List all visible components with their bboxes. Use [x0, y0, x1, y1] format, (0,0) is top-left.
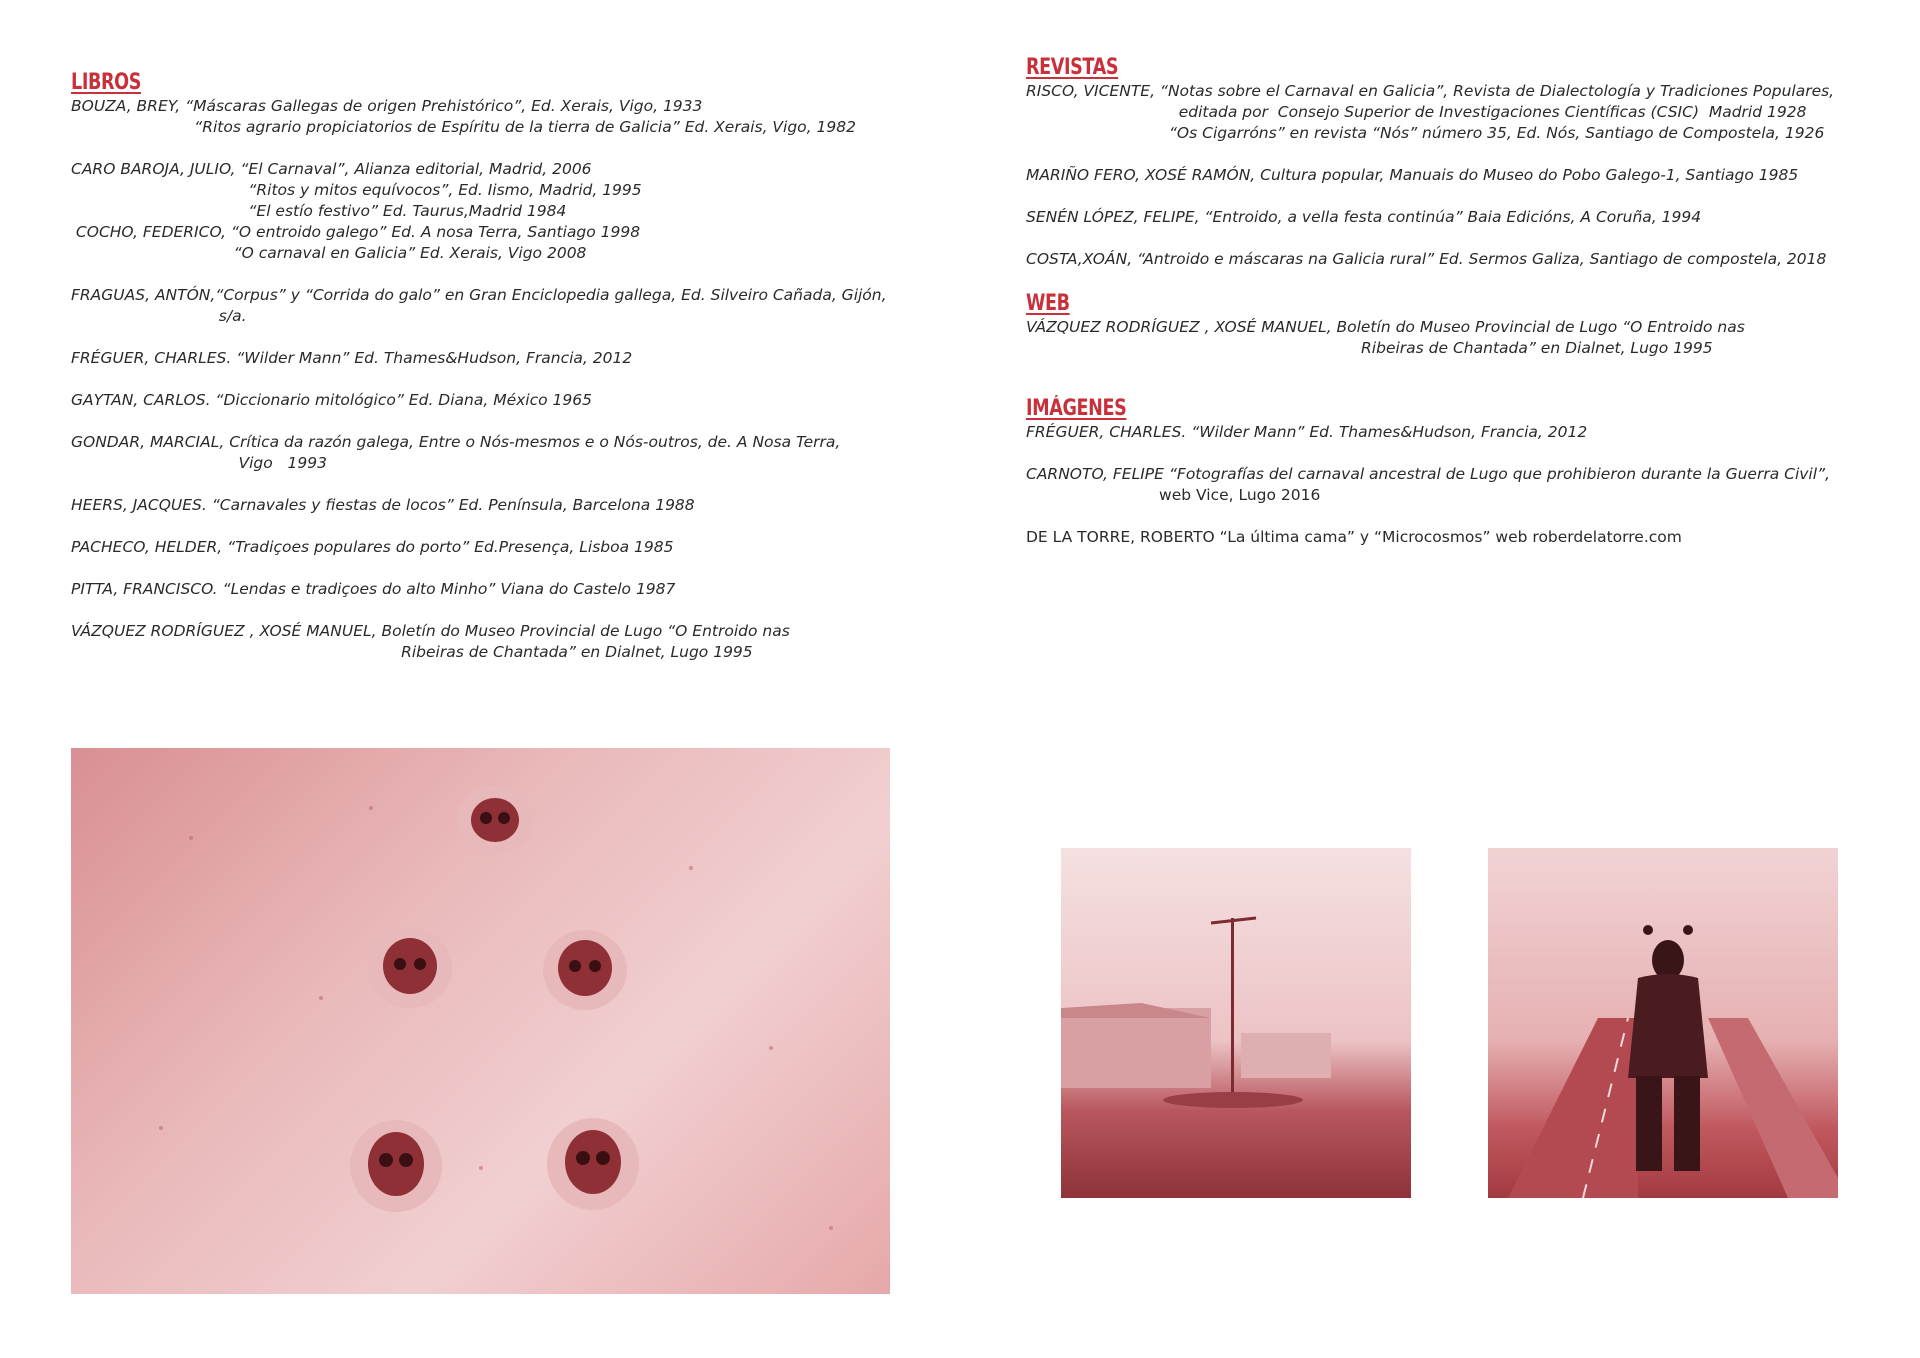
building-icon [1241, 1033, 1331, 1078]
libros-entry [71, 579, 971, 600]
entry-line: “Ritos y mitos equívocos”, Ed. Iismo, Madrid, 1995 [71, 181, 642, 199]
revistas-entry [1026, 165, 1906, 186]
figure-illustration [1488, 848, 1838, 1198]
skull-icon [547, 1118, 639, 1210]
revistas-entry [1026, 249, 1906, 270]
entry-line: COCHO, FEDERICO, “O entroido galego” Ed. A nosa Terra, Santiago 1998 [71, 223, 641, 241]
entry-line: FRÉGUER, CHARLES. “Wilder Mann” Ed. Thames&Hudson, Francia, 2012 [1026, 423, 1588, 441]
skulls-wall-photo [71, 748, 890, 1294]
libros-entry [71, 96, 971, 138]
libros-entry [71, 390, 971, 411]
streetlamp-icon [1231, 918, 1234, 1098]
entry-line: BOUZA, BREY, “Máscaras Gallegas de origen Prehistórico”, Ed. Xerais, Vigo, 1933 [71, 97, 703, 115]
libros-heading: LIBROS [71, 70, 141, 95]
building-icon [1061, 1008, 1211, 1088]
revistas-heading: REVISTAS [1026, 55, 1119, 80]
entry-line: MARIÑO FERO, XOSÉ RAMÓN, Cultura popular, Manuais do Museo do Pobo Galego-1, Santiago 1985 [1026, 166, 1799, 184]
entry-line: GONDAR, MARCIAL, Crítica da razón galega, Entre o Nós-mesmos e o Nós-outros, de. A Nosa Terra, [71, 433, 841, 451]
libros-entry [71, 159, 971, 264]
entry-line: PACHECO, HELDER, “Tradiçoes populares do porto” Ed.Presença, Lisboa 1985 [71, 538, 674, 556]
left-column [71, 70, 971, 684]
skull-icon [350, 1120, 442, 1212]
skull-icon [457, 786, 533, 854]
web-heading: WEB [1026, 291, 1070, 316]
right-column [1026, 55, 1906, 569]
revistas-entry [1026, 207, 1906, 228]
imagenes-entry [1026, 464, 1906, 506]
entry-line: “Os Cigarróns” en revista “Nós” número 35, Ed. Nós, Santiago de Compostela, 1926 [1026, 124, 1825, 142]
entry-line: RISCO, VICENTE, “Notas sobre el Carnaval en Galicia”, Revista de Dialectología y Tradiciones Populares, [1026, 82, 1835, 100]
entry-line: “O carnaval en Galicia” Ed. Xerais, Vigo 2008 [71, 244, 587, 262]
entry-line: editada por Consejo Superior de Investigaciones Científicas (CSIC) Madrid 1928 [1026, 103, 1807, 121]
entry-line: FRAGUAS, ANTÓN,“Corpus” y “Corrida do galo” en Gran Enciclopedia gallega, Ed. Silveiro Cañada, Gijón, [71, 286, 887, 304]
skull-icon [368, 928, 452, 1008]
entry-line: COSTA,XOÁN, “Antroido e máscaras na Galicia rural” Ed. Sermos Galiza, Santiago de compostela, 2018 [1026, 250, 1827, 268]
entry-line: “Ritos agrario propiciatorios de Espíritu de la tierra de Galicia” Ed. Xerais, Vigo, 1982 [71, 118, 856, 136]
entry-line: s/a. [71, 307, 247, 325]
masked-figure-photo [1488, 848, 1838, 1198]
skull-icon [543, 930, 627, 1010]
web-entry [1026, 317, 1906, 359]
entry-line: web Vice, Lugo 2016 [1026, 486, 1321, 504]
entry-line: CARO BAROJA, JULIO, “El Carnaval”, Alianza editorial, Madrid, 2006 [71, 160, 592, 178]
entry-line: Ribeiras de Chantada” en Dialnet, Lugo 1995 [1026, 339, 1713, 357]
entry-line: PITTA, FRANCISCO. “Lendas e tradiçoes do alto Minho” Viana do Castelo 1987 [71, 580, 676, 598]
street-illustration [1061, 848, 1411, 1198]
libros-entry [71, 285, 971, 327]
entry-line: CARNOTO, FELIPE “Fotografías del carnaval ancestral de Lugo que prohibieron durante la Guerra Civil”, [1026, 465, 1830, 483]
foggy-street-photo [1061, 848, 1411, 1198]
libros-entry [71, 495, 971, 516]
masked-figure-icon [1628, 925, 1708, 1171]
entry-line: GAYTAN, CARLOS. “Diccionario mitológico” Ed. Diana, México 1965 [71, 391, 592, 409]
entry-line: DE LA TORRE, ROBERTO “La última cama” y “Microcosmos” web roberdelatorre.com [1026, 528, 1682, 546]
libros-entry [71, 537, 971, 558]
entry-line: VÁZQUEZ RODRÍGUEZ , XOSÉ MANUEL, Boletín do Museo Provincial de Lugo “O Entroido nas [71, 622, 790, 640]
entry-line: “El estío festivo” Ed. Taurus,Madrid 1984 [71, 202, 567, 220]
imagenes-entry [1026, 422, 1906, 443]
spacer [1026, 380, 1906, 396]
imagenes-entry [1026, 527, 1906, 548]
entry-line: Ribeiras de Chantada” en Dialnet, Lugo 1995 [71, 643, 753, 661]
skulls-illustration [71, 748, 890, 1294]
entry-line: Vigo 1993 [71, 454, 327, 472]
entry-line: VÁZQUEZ RODRÍGUEZ , XOSÉ MANUEL, Boletín do Museo Provincial de Lugo “O Entroido nas [1026, 318, 1745, 336]
entry-line: FRÉGUER, CHARLES. “Wilder Mann” Ed. Thames&Hudson, Francia, 2012 [71, 349, 633, 367]
libros-entry [71, 432, 971, 474]
entry-line: SENÉN LÓPEZ, FELIPE, “Entroido, a vella festa continúa” Baia Edicións, A Coruña, 1994 [1026, 208, 1702, 226]
libros-entry [71, 348, 971, 369]
libros-entry [71, 621, 971, 663]
imagenes-heading: IMÁGENES [1026, 396, 1127, 421]
entry-line: HEERS, JACQUES. “Carnavales y fiestas de locos” Ed. Península, Barcelona 1988 [71, 496, 695, 514]
revistas-entry [1026, 81, 1906, 144]
